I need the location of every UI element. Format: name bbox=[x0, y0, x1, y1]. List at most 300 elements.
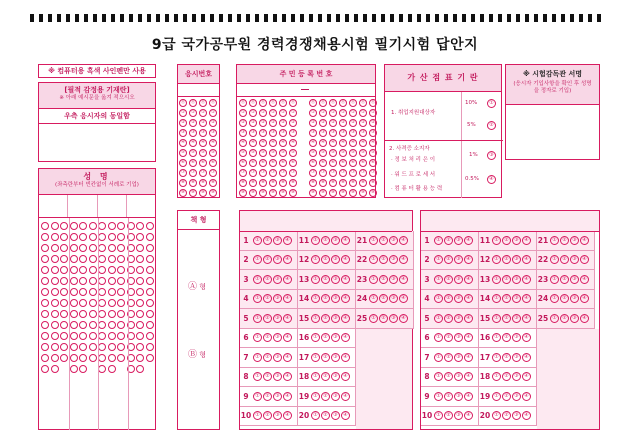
digit-bubble[interactable]: ⑦ bbox=[310, 170, 316, 175]
booklet-option-a[interactable] bbox=[188, 279, 206, 292]
digit-bubble[interactable]: ⑨ bbox=[350, 190, 356, 195]
name-bubble[interactable] bbox=[108, 365, 116, 373]
digit-bubble[interactable]: ② bbox=[320, 120, 326, 125]
name-bubble[interactable] bbox=[117, 233, 125, 241]
answer-choice-bubble[interactable]: ② bbox=[560, 314, 569, 323]
name-bubble[interactable] bbox=[41, 222, 49, 230]
answer-choice-bubble[interactable]: ② bbox=[444, 236, 453, 245]
name-bubble[interactable] bbox=[98, 343, 106, 351]
answer-choice-bubble[interactable]: ④ bbox=[283, 392, 292, 401]
answer-choice-bubble[interactable]: ① bbox=[369, 275, 378, 284]
answer-choice-bubble[interactable]: ③ bbox=[273, 236, 282, 245]
name-bubble[interactable] bbox=[117, 255, 125, 263]
digit-bubble[interactable]: ① bbox=[250, 110, 256, 115]
digit-bubble[interactable]: ④ bbox=[370, 140, 376, 145]
answer-choice-bubble[interactable]: ④ bbox=[464, 392, 473, 401]
digit-bubble[interactable]: ⑥ bbox=[190, 160, 196, 165]
name-bubble[interactable] bbox=[41, 321, 49, 329]
handwriting-field[interactable] bbox=[39, 124, 155, 162]
answer-choice-bubble[interactable]: ③ bbox=[512, 255, 521, 264]
digit-bubble[interactable]: ⑧ bbox=[240, 180, 246, 185]
answer-choice-bubble[interactable]: ④ bbox=[464, 255, 473, 264]
digit-bubble[interactable]: ⑥ bbox=[180, 160, 186, 165]
digit-bubble[interactable]: ② bbox=[270, 120, 276, 125]
digit-bubble[interactable]: ③ bbox=[320, 130, 326, 135]
digit-bubble[interactable]: ⑤ bbox=[180, 150, 186, 155]
answer-choice-bubble[interactable]: ② bbox=[560, 255, 569, 264]
name-bubble[interactable] bbox=[79, 255, 87, 263]
answer-choice-bubble[interactable]: ③ bbox=[570, 275, 579, 284]
digit-bubble[interactable]: ⑨ bbox=[270, 190, 276, 195]
name-bubble[interactable] bbox=[89, 354, 97, 362]
answer-choice-bubble[interactable]: ④ bbox=[522, 275, 531, 284]
name-bubble[interactable] bbox=[117, 321, 125, 329]
digit-bubble[interactable]: ① bbox=[200, 110, 206, 115]
name-bubble[interactable] bbox=[117, 299, 125, 307]
answer-choice-bubble[interactable]: ③ bbox=[331, 236, 340, 245]
answer-choice-bubble[interactable]: ① bbox=[434, 294, 443, 303]
name-bubble[interactable] bbox=[89, 233, 97, 241]
digit-bubble[interactable]: ⑧ bbox=[250, 180, 256, 185]
digit-bubble[interactable]: ② bbox=[290, 120, 296, 125]
answer-choice-bubble[interactable]: ④ bbox=[399, 275, 408, 284]
answer-choice-bubble[interactable]: ① bbox=[550, 294, 559, 303]
answer-choice-bubble[interactable]: ① bbox=[311, 333, 320, 342]
digit-bubble[interactable]: ⑧ bbox=[330, 180, 336, 185]
answer-choice-bubble[interactable]: ④ bbox=[522, 294, 531, 303]
digit-bubble[interactable]: ⓪ bbox=[240, 100, 246, 105]
name-bubble[interactable] bbox=[136, 255, 144, 263]
answer-choice-bubble[interactable]: ① bbox=[253, 353, 262, 362]
answer-choice-bubble[interactable]: ① bbox=[492, 333, 501, 342]
name-bubble[interactable] bbox=[70, 354, 78, 362]
name-bubble[interactable] bbox=[70, 310, 78, 318]
name-bubble[interactable] bbox=[70, 244, 78, 252]
answer-choice-bubble[interactable]: ① bbox=[492, 314, 501, 323]
name-bubble[interactable] bbox=[70, 365, 78, 373]
answer-choice-bubble[interactable]: ④ bbox=[341, 255, 350, 264]
name-bubble[interactable] bbox=[51, 343, 59, 351]
digit-bubble[interactable]: ③ bbox=[190, 130, 196, 135]
digit-bubble[interactable]: ① bbox=[340, 110, 346, 115]
digit-bubble[interactable]: ⓪ bbox=[250, 100, 256, 105]
answer-choice-bubble[interactable]: ④ bbox=[522, 333, 531, 342]
digit-bubble[interactable]: ⑤ bbox=[290, 150, 296, 155]
name-bubble[interactable] bbox=[117, 288, 125, 296]
answer-choice-bubble[interactable]: ② bbox=[502, 333, 511, 342]
digit-bubble[interactable]: ⑥ bbox=[340, 160, 346, 165]
answer-choice-bubble[interactable]: ③ bbox=[331, 372, 340, 381]
name-bubble[interactable] bbox=[41, 354, 49, 362]
name-bubble[interactable] bbox=[60, 299, 68, 307]
digit-bubble[interactable]: ⑥ bbox=[200, 160, 206, 165]
answer-choice-bubble[interactable]: ③ bbox=[331, 314, 340, 323]
answer-choice-bubble[interactable]: ④ bbox=[341, 294, 350, 303]
digit-bubble[interactable]: ⑨ bbox=[180, 190, 186, 195]
name-bubble[interactable] bbox=[89, 277, 97, 285]
digit-bubble[interactable]: ⑨ bbox=[260, 190, 266, 195]
answer-choice-bubble[interactable]: ④ bbox=[341, 372, 350, 381]
name-bubble[interactable] bbox=[108, 310, 116, 318]
name-bubble[interactable] bbox=[51, 266, 59, 274]
answer-choice-bubble[interactable]: ① bbox=[492, 275, 501, 284]
name-bubble[interactable] bbox=[117, 343, 125, 351]
digit-bubble[interactable]: ⑧ bbox=[190, 180, 196, 185]
answer-choice-bubble[interactable]: ④ bbox=[399, 314, 408, 323]
digit-bubble[interactable]: ⑥ bbox=[240, 160, 246, 165]
booklet-option-b[interactable] bbox=[188, 347, 206, 360]
answer-choice-bubble[interactable]: ① bbox=[434, 314, 443, 323]
answer-choice-bubble[interactable]: ② bbox=[321, 294, 330, 303]
digit-bubble[interactable]: ⑤ bbox=[190, 150, 196, 155]
name-bubble[interactable] bbox=[98, 233, 106, 241]
answer-choice-bubble[interactable]: ② bbox=[444, 275, 453, 284]
name-bubble[interactable] bbox=[146, 343, 154, 351]
name-bubble[interactable] bbox=[98, 332, 106, 340]
digit-bubble[interactable]: ⑧ bbox=[200, 180, 206, 185]
answer-choice-bubble[interactable]: ④ bbox=[283, 294, 292, 303]
digit-bubble[interactable]: ⑥ bbox=[350, 160, 356, 165]
digit-bubble[interactable]: ⑦ bbox=[290, 170, 296, 175]
name-bubble[interactable] bbox=[108, 288, 116, 296]
name-bubble[interactable] bbox=[146, 222, 154, 230]
name-bubble[interactable] bbox=[89, 266, 97, 274]
digit-bubble[interactable]: ① bbox=[270, 110, 276, 115]
name-bubble[interactable] bbox=[60, 288, 68, 296]
answer-choice-bubble[interactable]: ④ bbox=[464, 372, 473, 381]
digit-bubble[interactable]: ⑥ bbox=[280, 160, 286, 165]
answer-choice-bubble[interactable]: ④ bbox=[464, 236, 473, 245]
name-bubble[interactable] bbox=[136, 277, 144, 285]
name-bubble[interactable] bbox=[117, 332, 125, 340]
answer-choice-bubble[interactable]: ③ bbox=[454, 333, 463, 342]
digit-bubble[interactable]: ② bbox=[350, 120, 356, 125]
name-write-row[interactable] bbox=[39, 195, 155, 218]
name-bubble[interactable] bbox=[79, 332, 87, 340]
answer-choice-bubble[interactable]: ② bbox=[502, 294, 511, 303]
answer-choice-bubble[interactable]: ① bbox=[253, 236, 262, 245]
digit-bubble[interactable]: ⑨ bbox=[330, 190, 336, 195]
digit-bubble[interactable]: ② bbox=[370, 120, 376, 125]
answer-choice-bubble[interactable]: ③ bbox=[389, 294, 398, 303]
digit-bubble[interactable]: ④ bbox=[280, 140, 286, 145]
digit-bubble[interactable]: ⑨ bbox=[200, 190, 206, 195]
name-bubble[interactable] bbox=[70, 332, 78, 340]
name-bubble[interactable] bbox=[60, 222, 68, 230]
name-bubble[interactable] bbox=[136, 299, 144, 307]
digit-bubble[interactable]: ③ bbox=[200, 130, 206, 135]
digit-bubble[interactable]: ① bbox=[240, 110, 246, 115]
answer-choice-bubble[interactable]: ① bbox=[369, 255, 378, 264]
answer-choice-bubble[interactable]: ① bbox=[369, 294, 378, 303]
answer-choice-bubble[interactable]: ③ bbox=[570, 314, 579, 323]
name-bubble[interactable] bbox=[89, 299, 97, 307]
answer-choice-bubble[interactable]: ② bbox=[263, 314, 272, 323]
digit-bubble[interactable]: ⓪ bbox=[290, 100, 296, 105]
answer-choice-bubble[interactable]: ② bbox=[444, 411, 453, 420]
digit-bubble[interactable]: ⑧ bbox=[370, 180, 376, 185]
digit-bubble[interactable]: ① bbox=[320, 110, 326, 115]
name-bubble[interactable] bbox=[108, 233, 116, 241]
name-bubble[interactable] bbox=[41, 310, 49, 318]
answer-choice-bubble[interactable]: ① bbox=[311, 411, 320, 420]
digit-bubble[interactable]: ② bbox=[240, 120, 246, 125]
name-bubble[interactable] bbox=[146, 288, 154, 296]
name-bubble[interactable] bbox=[98, 354, 106, 362]
answer-choice-bubble[interactable]: ① bbox=[311, 294, 320, 303]
name-bubble[interactable] bbox=[108, 266, 116, 274]
answer-choice-bubble[interactable]: ① bbox=[253, 275, 262, 284]
name-bubble[interactable] bbox=[108, 332, 116, 340]
name-bubble[interactable] bbox=[89, 343, 97, 351]
name-bubble[interactable] bbox=[89, 255, 97, 263]
answer-choice-bubble[interactable]: ④ bbox=[399, 255, 408, 264]
digit-bubble[interactable]: ④ bbox=[310, 140, 316, 145]
name-char-cell[interactable] bbox=[39, 195, 68, 217]
digit-bubble[interactable]: ⑤ bbox=[370, 150, 376, 155]
name-bubble[interactable] bbox=[60, 277, 68, 285]
name-bubble[interactable] bbox=[117, 277, 125, 285]
answer-choice-bubble[interactable]: ④ bbox=[283, 314, 292, 323]
answer-choice-bubble[interactable]: ④ bbox=[283, 255, 292, 264]
name-bubble[interactable] bbox=[108, 277, 116, 285]
name-bubble[interactable] bbox=[51, 299, 59, 307]
answer-choice-bubble[interactable]: ③ bbox=[389, 255, 398, 264]
answer-choice-bubble[interactable]: ② bbox=[444, 372, 453, 381]
answer-choice-bubble[interactable]: ① bbox=[434, 353, 443, 362]
digit-bubble[interactable]: ⑦ bbox=[210, 170, 216, 175]
answer-choice-bubble[interactable]: ③ bbox=[454, 255, 463, 264]
answer-choice-bubble[interactable]: ① bbox=[492, 236, 501, 245]
name-bubble[interactable] bbox=[70, 255, 78, 263]
bonus-mark-2[interactable]: ② bbox=[487, 121, 496, 130]
supervisor-signature-field[interactable] bbox=[506, 105, 599, 159]
name-bubble[interactable] bbox=[60, 332, 68, 340]
answer-choice-bubble[interactable]: ② bbox=[321, 333, 330, 342]
digit-bubble[interactable]: ③ bbox=[250, 130, 256, 135]
answer-choice-bubble[interactable]: ② bbox=[263, 294, 272, 303]
name-char-cell[interactable] bbox=[127, 195, 155, 217]
digit-bubble[interactable]: ⓪ bbox=[180, 100, 186, 105]
answer-choice-bubble[interactable]: ③ bbox=[512, 314, 521, 323]
digit-bubble[interactable]: ① bbox=[350, 110, 356, 115]
answer-choice-bubble[interactable]: ② bbox=[321, 392, 330, 401]
resident-number-write-row[interactable] bbox=[237, 84, 375, 97]
answer-choice-bubble[interactable]: ② bbox=[321, 275, 330, 284]
answer-choice-bubble[interactable]: ① bbox=[434, 333, 443, 342]
digit-bubble[interactable]: ⓪ bbox=[280, 100, 286, 105]
answer-choice-bubble[interactable]: ② bbox=[502, 372, 511, 381]
name-bubble[interactable] bbox=[41, 277, 49, 285]
digit-bubble[interactable]: ③ bbox=[240, 130, 246, 135]
name-bubble[interactable] bbox=[70, 343, 78, 351]
answer-choice-bubble[interactable]: ③ bbox=[512, 372, 521, 381]
name-bubble[interactable] bbox=[41, 266, 49, 274]
name-bubble[interactable] bbox=[146, 354, 154, 362]
digit-bubble[interactable]: ② bbox=[330, 120, 336, 125]
digit-bubble[interactable]: ① bbox=[360, 110, 366, 115]
digit-bubble[interactable]: ⑦ bbox=[370, 170, 376, 175]
digit-bubble[interactable]: ③ bbox=[310, 130, 316, 135]
digit-bubble[interactable]: ④ bbox=[260, 140, 266, 145]
digit-bubble[interactable]: ⑦ bbox=[350, 170, 356, 175]
answer-choice-bubble[interactable]: ③ bbox=[570, 236, 579, 245]
name-bubble[interactable] bbox=[41, 244, 49, 252]
digit-bubble[interactable]: ③ bbox=[280, 130, 286, 135]
name-bubble[interactable] bbox=[79, 244, 87, 252]
name-bubble[interactable] bbox=[89, 244, 97, 252]
answer-choice-bubble[interactable]: ④ bbox=[283, 236, 292, 245]
digit-bubble[interactable]: ① bbox=[310, 110, 316, 115]
answer-choice-bubble[interactable]: ④ bbox=[522, 372, 531, 381]
answer-choice-bubble[interactable]: ③ bbox=[454, 353, 463, 362]
digit-bubble[interactable]: ⑥ bbox=[210, 160, 216, 165]
name-bubble[interactable] bbox=[60, 255, 68, 263]
digit-bubble[interactable]: ⑨ bbox=[360, 190, 366, 195]
digit-bubble[interactable]: ② bbox=[260, 120, 266, 125]
answer-choice-bubble[interactable]: ③ bbox=[273, 372, 282, 381]
name-bubble[interactable] bbox=[60, 354, 68, 362]
answer-choice-bubble[interactable]: ④ bbox=[399, 236, 408, 245]
answer-choice-bubble[interactable]: ② bbox=[321, 411, 330, 420]
name-bubble[interactable] bbox=[136, 332, 144, 340]
answer-choice-bubble[interactable]: ① bbox=[550, 236, 559, 245]
name-bubble[interactable] bbox=[98, 222, 106, 230]
name-bubble[interactable] bbox=[108, 343, 116, 351]
digit-bubble[interactable]: ④ bbox=[210, 140, 216, 145]
digit-bubble[interactable]: ② bbox=[210, 120, 216, 125]
digit-bubble[interactable]: ⓪ bbox=[330, 100, 336, 105]
digit-bubble[interactable]: ① bbox=[280, 110, 286, 115]
answer-choice-bubble[interactable]: ③ bbox=[454, 236, 463, 245]
answer-choice-bubble[interactable]: ④ bbox=[464, 294, 473, 303]
name-bubble[interactable] bbox=[41, 288, 49, 296]
answer-choice-bubble[interactable]: ② bbox=[444, 353, 453, 362]
name-bubble[interactable] bbox=[79, 354, 87, 362]
name-bubble[interactable] bbox=[79, 233, 87, 241]
digit-bubble[interactable]: ⑧ bbox=[280, 180, 286, 185]
answer-choice-bubble[interactable]: ① bbox=[492, 392, 501, 401]
digit-bubble[interactable]: ⑧ bbox=[270, 180, 276, 185]
answer-choice-bubble[interactable]: ④ bbox=[580, 236, 589, 245]
digit-bubble[interactable]: ③ bbox=[370, 130, 376, 135]
digit-bubble[interactable]: ⑨ bbox=[280, 190, 286, 195]
name-bubble[interactable] bbox=[146, 299, 154, 307]
answer-choice-bubble[interactable]: ① bbox=[492, 255, 501, 264]
name-bubble[interactable] bbox=[89, 310, 97, 318]
digit-bubble[interactable]: ⑨ bbox=[320, 190, 326, 195]
digit-bubble[interactable]: ⑨ bbox=[250, 190, 256, 195]
answer-choice-bubble[interactable]: ④ bbox=[464, 411, 473, 420]
name-bubble[interactable] bbox=[41, 343, 49, 351]
answer-choice-bubble[interactable]: ① bbox=[550, 314, 559, 323]
name-bubble[interactable] bbox=[117, 266, 125, 274]
answer-choice-bubble[interactable]: ④ bbox=[522, 255, 531, 264]
answer-choice-bubble[interactable]: ① bbox=[311, 372, 320, 381]
digit-bubble[interactable]: ⑥ bbox=[260, 160, 266, 165]
name-bubble[interactable] bbox=[51, 233, 59, 241]
name-bubble[interactable] bbox=[146, 266, 154, 274]
name-bubble[interactable] bbox=[89, 288, 97, 296]
digit-bubble[interactable]: ⑤ bbox=[320, 150, 326, 155]
digit-bubble[interactable]: ③ bbox=[330, 130, 336, 135]
name-bubble[interactable] bbox=[146, 332, 154, 340]
answer-choice-bubble[interactable]: ③ bbox=[389, 314, 398, 323]
digit-bubble[interactable]: ⑧ bbox=[180, 180, 186, 185]
digit-bubble[interactable]: ⑧ bbox=[310, 180, 316, 185]
name-bubble[interactable] bbox=[117, 310, 125, 318]
name-bubble[interactable] bbox=[51, 310, 59, 318]
answer-choice-bubble[interactable]: ③ bbox=[331, 353, 340, 362]
answer-choice-bubble[interactable]: ③ bbox=[331, 392, 340, 401]
digit-bubble[interactable]: ⑦ bbox=[280, 170, 286, 175]
answer-choice-bubble[interactable]: ④ bbox=[341, 333, 350, 342]
answer-choice-bubble[interactable]: ② bbox=[444, 294, 453, 303]
name-bubble[interactable] bbox=[89, 222, 97, 230]
answer-choice-bubble[interactable]: ③ bbox=[454, 275, 463, 284]
digit-bubble[interactable]: ⑧ bbox=[340, 180, 346, 185]
name-bubble[interactable] bbox=[70, 233, 78, 241]
name-bubble[interactable] bbox=[79, 288, 87, 296]
answer-choice-bubble[interactable]: ④ bbox=[341, 275, 350, 284]
name-bubble[interactable] bbox=[60, 343, 68, 351]
exam-number-write-row[interactable] bbox=[178, 84, 219, 97]
name-bubble[interactable] bbox=[146, 321, 154, 329]
answer-choice-bubble[interactable]: ① bbox=[550, 255, 559, 264]
digit-bubble[interactable]: ⑨ bbox=[290, 190, 296, 195]
answer-choice-bubble[interactable]: ③ bbox=[454, 392, 463, 401]
name-bubble[interactable] bbox=[136, 233, 144, 241]
answer-choice-bubble[interactable]: ② bbox=[502, 255, 511, 264]
answer-choice-bubble[interactable]: ② bbox=[263, 333, 272, 342]
digit-bubble[interactable]: ① bbox=[330, 110, 336, 115]
digit-bubble[interactable]: ⑦ bbox=[200, 170, 206, 175]
name-bubble[interactable] bbox=[60, 233, 68, 241]
name-bubble[interactable] bbox=[108, 255, 116, 263]
name-bubble[interactable] bbox=[108, 321, 116, 329]
digit-bubble[interactable]: ③ bbox=[180, 130, 186, 135]
answer-choice-bubble[interactable]: ④ bbox=[283, 372, 292, 381]
name-bubble[interactable] bbox=[51, 277, 59, 285]
digit-bubble[interactable]: ⑤ bbox=[200, 150, 206, 155]
answer-choice-bubble[interactable]: ③ bbox=[512, 411, 521, 420]
digit-bubble[interactable]: ④ bbox=[290, 140, 296, 145]
digit-bubble[interactable]: ③ bbox=[270, 130, 276, 135]
digit-bubble[interactable]: ⓪ bbox=[260, 100, 266, 105]
name-bubble[interactable] bbox=[98, 310, 106, 318]
answer-choice-bubble[interactable]: ① bbox=[369, 236, 378, 245]
name-bubble[interactable] bbox=[108, 299, 116, 307]
digit-bubble[interactable]: ⑤ bbox=[250, 150, 256, 155]
answer-choice-bubble[interactable]: ③ bbox=[273, 314, 282, 323]
digit-bubble[interactable]: ⑦ bbox=[250, 170, 256, 175]
name-bubble[interactable] bbox=[146, 277, 154, 285]
name-bubble[interactable] bbox=[79, 222, 87, 230]
digit-bubble[interactable]: ⓪ bbox=[190, 100, 196, 105]
digit-bubble[interactable]: ⑤ bbox=[240, 150, 246, 155]
answer-choice-bubble[interactable]: ③ bbox=[512, 353, 521, 362]
digit-bubble[interactable]: ③ bbox=[340, 130, 346, 135]
name-bubble[interactable] bbox=[79, 310, 87, 318]
answer-choice-bubble[interactable]: ② bbox=[502, 236, 511, 245]
answer-choice-bubble[interactable]: ③ bbox=[512, 236, 521, 245]
digit-bubble[interactable]: ⑥ bbox=[330, 160, 336, 165]
digit-bubble[interactable]: ⑤ bbox=[330, 150, 336, 155]
answer-choice-bubble[interactable]: ② bbox=[502, 275, 511, 284]
name-bubble[interactable] bbox=[41, 365, 49, 373]
answer-choice-bubble[interactable]: ② bbox=[321, 236, 330, 245]
name-bubble[interactable] bbox=[98, 244, 106, 252]
